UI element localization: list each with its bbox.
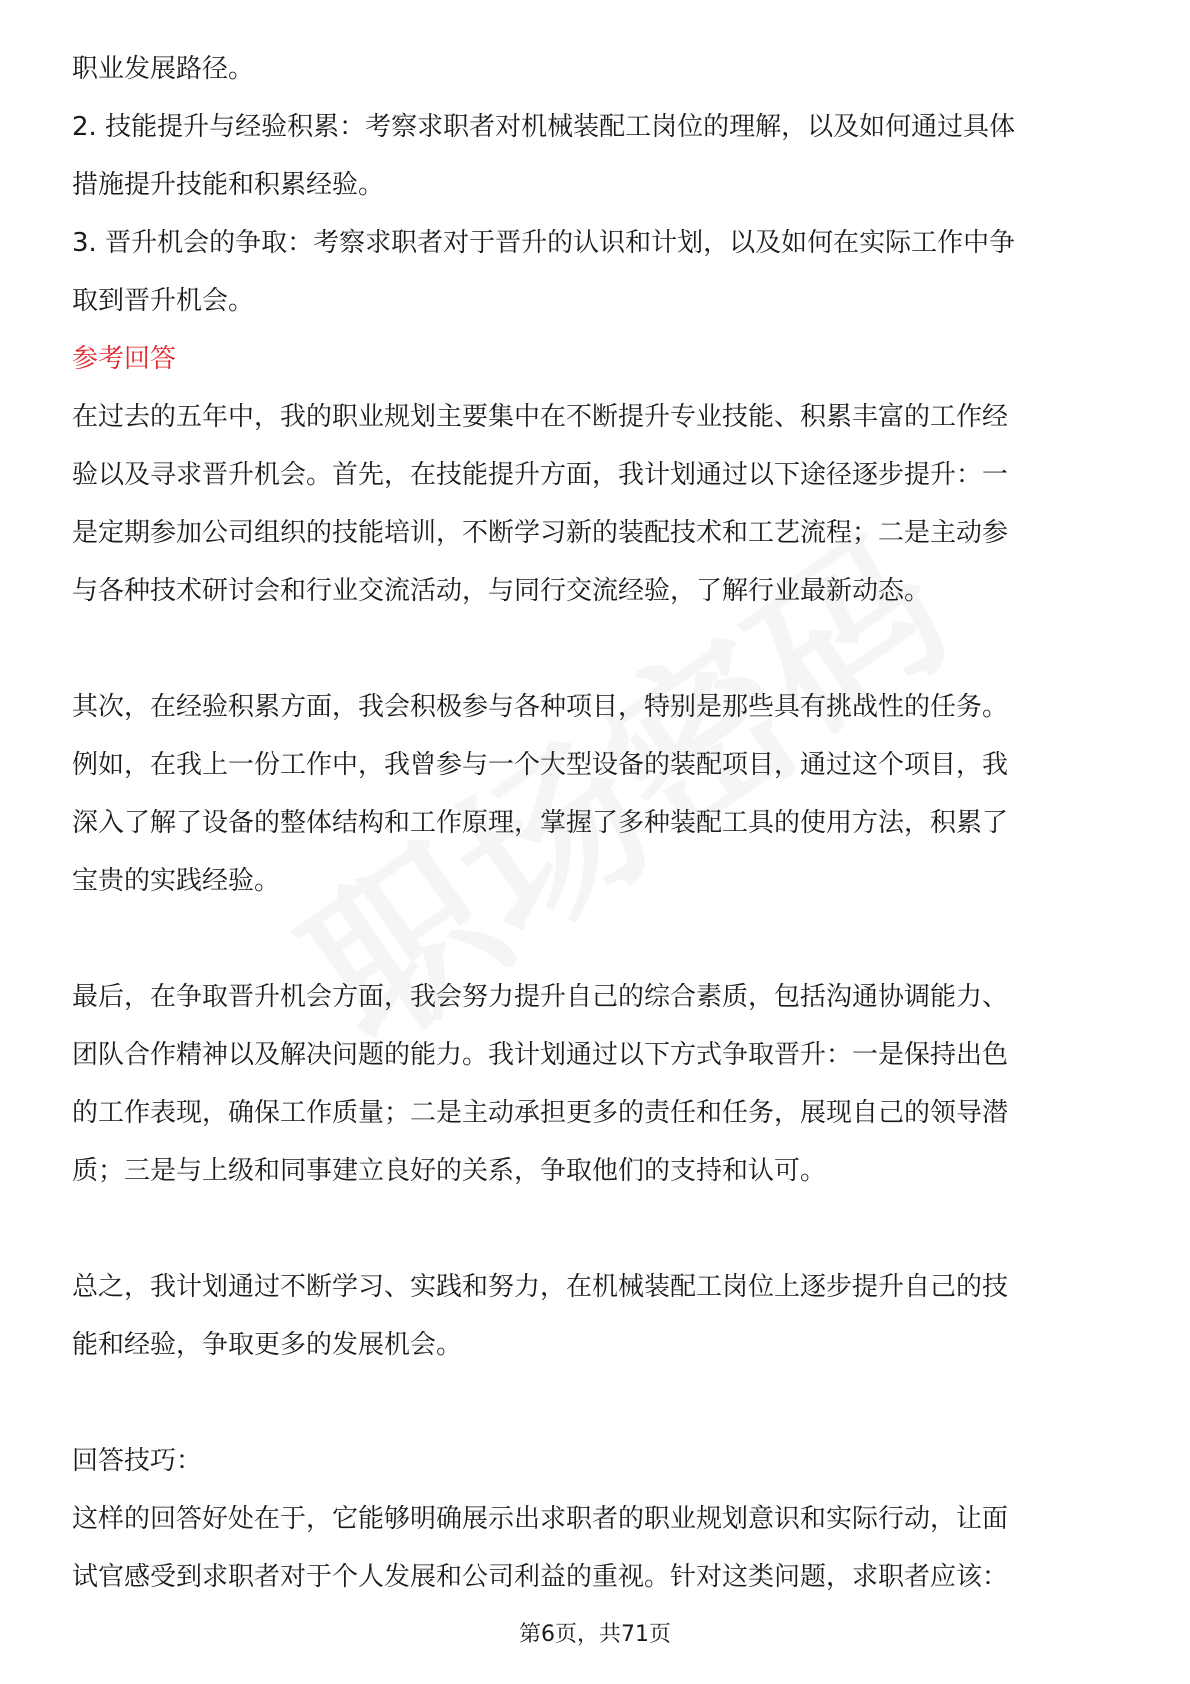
text-line: 这样的回答好处在于，它能够明确展示出求职者的职业规划意识和实际行动，让面	[72, 1504, 1009, 1534]
text-line: 例如，在我上一份工作中，我曾参与一个大型设备的装配项目，通过这个项目，我	[72, 750, 1009, 780]
text-line: 在过去的五年中，我的职业规划主要集中在不断提升专业技能、积累丰富的工作经	[72, 402, 1009, 432]
text-line: 2. 技能提升与经验积累：考察求职者对机械装配工岗位的理解，以及如何通过具体	[72, 112, 1016, 142]
text-line: 是定期参加公司组织的技能培训，不断学习新的装配技术和工艺流程；二是主动参	[72, 518, 1009, 548]
intro-section	[72, 40, 1118, 330]
document-page	[72, 40, 1118, 1606]
text-line: 与各种技术研讨会和行业交流活动，与同行交流经验，了解行业最新动态。	[72, 576, 931, 606]
answer-paragraph-2	[72, 678, 1118, 910]
text-line: 其次，在经验积累方面，我会积极参与各种项目，特别是那些具有挑战性的任务。	[72, 692, 1009, 722]
text-line: 试官感受到求职者对于个人发展和公司利益的重视。针对这类问题，求职者应该：	[72, 1562, 1009, 1592]
text-line: 职业发展路径。	[72, 54, 255, 84]
text-line: 宝贵的实践经验。	[72, 866, 281, 896]
paragraph-gap	[72, 620, 1118, 678]
text-line: 3. 晋升机会的争取：考察求职者对于晋升的认识和计划，以及如何在实际工作中争	[72, 228, 1016, 258]
paragraph-gap	[72, 910, 1118, 968]
text-line: 总之，我计划通过不断学习、实践和努力，在机械装配工岗位上逐步提升自己的技	[72, 1272, 1009, 1302]
text-line: 深入了解了设备的整体结构和工作原理，掌握了多种装配工具的使用方法，积累了	[72, 808, 1009, 838]
answer-paragraph-1	[72, 388, 1118, 620]
paragraph-gap	[72, 1374, 1118, 1432]
tips-paragraph	[72, 1490, 1118, 1606]
answer-paragraph-3	[72, 968, 1118, 1200]
text-line: 质；三是与上级和同事建立良好的关系，争取他们的支持和认可。	[72, 1156, 827, 1186]
answer-paragraph-4	[72, 1258, 1118, 1374]
page-number-footer: 第6页，共71页	[519, 1622, 671, 1647]
tips-heading: 回答技巧：	[72, 1446, 203, 1476]
text-line: 验以及寻求晋升机会。首先，在技能提升方面，我计划通过以下途径逐步提升：一	[72, 460, 1009, 490]
text-line: 取到晋升机会。	[72, 286, 255, 316]
paragraph-gap	[72, 1200, 1118, 1258]
text-line: 措施提升技能和积累经验。	[72, 170, 385, 200]
text-line: 的工作表现，确保工作质量；二是主动承担更多的责任和任务，展现自己的领导潜	[72, 1098, 1009, 1128]
text-line: 团队合作精神以及解决问题的能力。我计划通过以下方式争取晋升：一是保持出色	[72, 1040, 1009, 1070]
text-line: 最后，在争取晋升机会方面，我会努力提升自己的综合素质，包括沟通协调能力、	[72, 982, 1009, 1012]
text-line: 能和经验，争取更多的发展机会。	[72, 1330, 463, 1360]
answer-heading: 参考回答	[72, 344, 177, 374]
